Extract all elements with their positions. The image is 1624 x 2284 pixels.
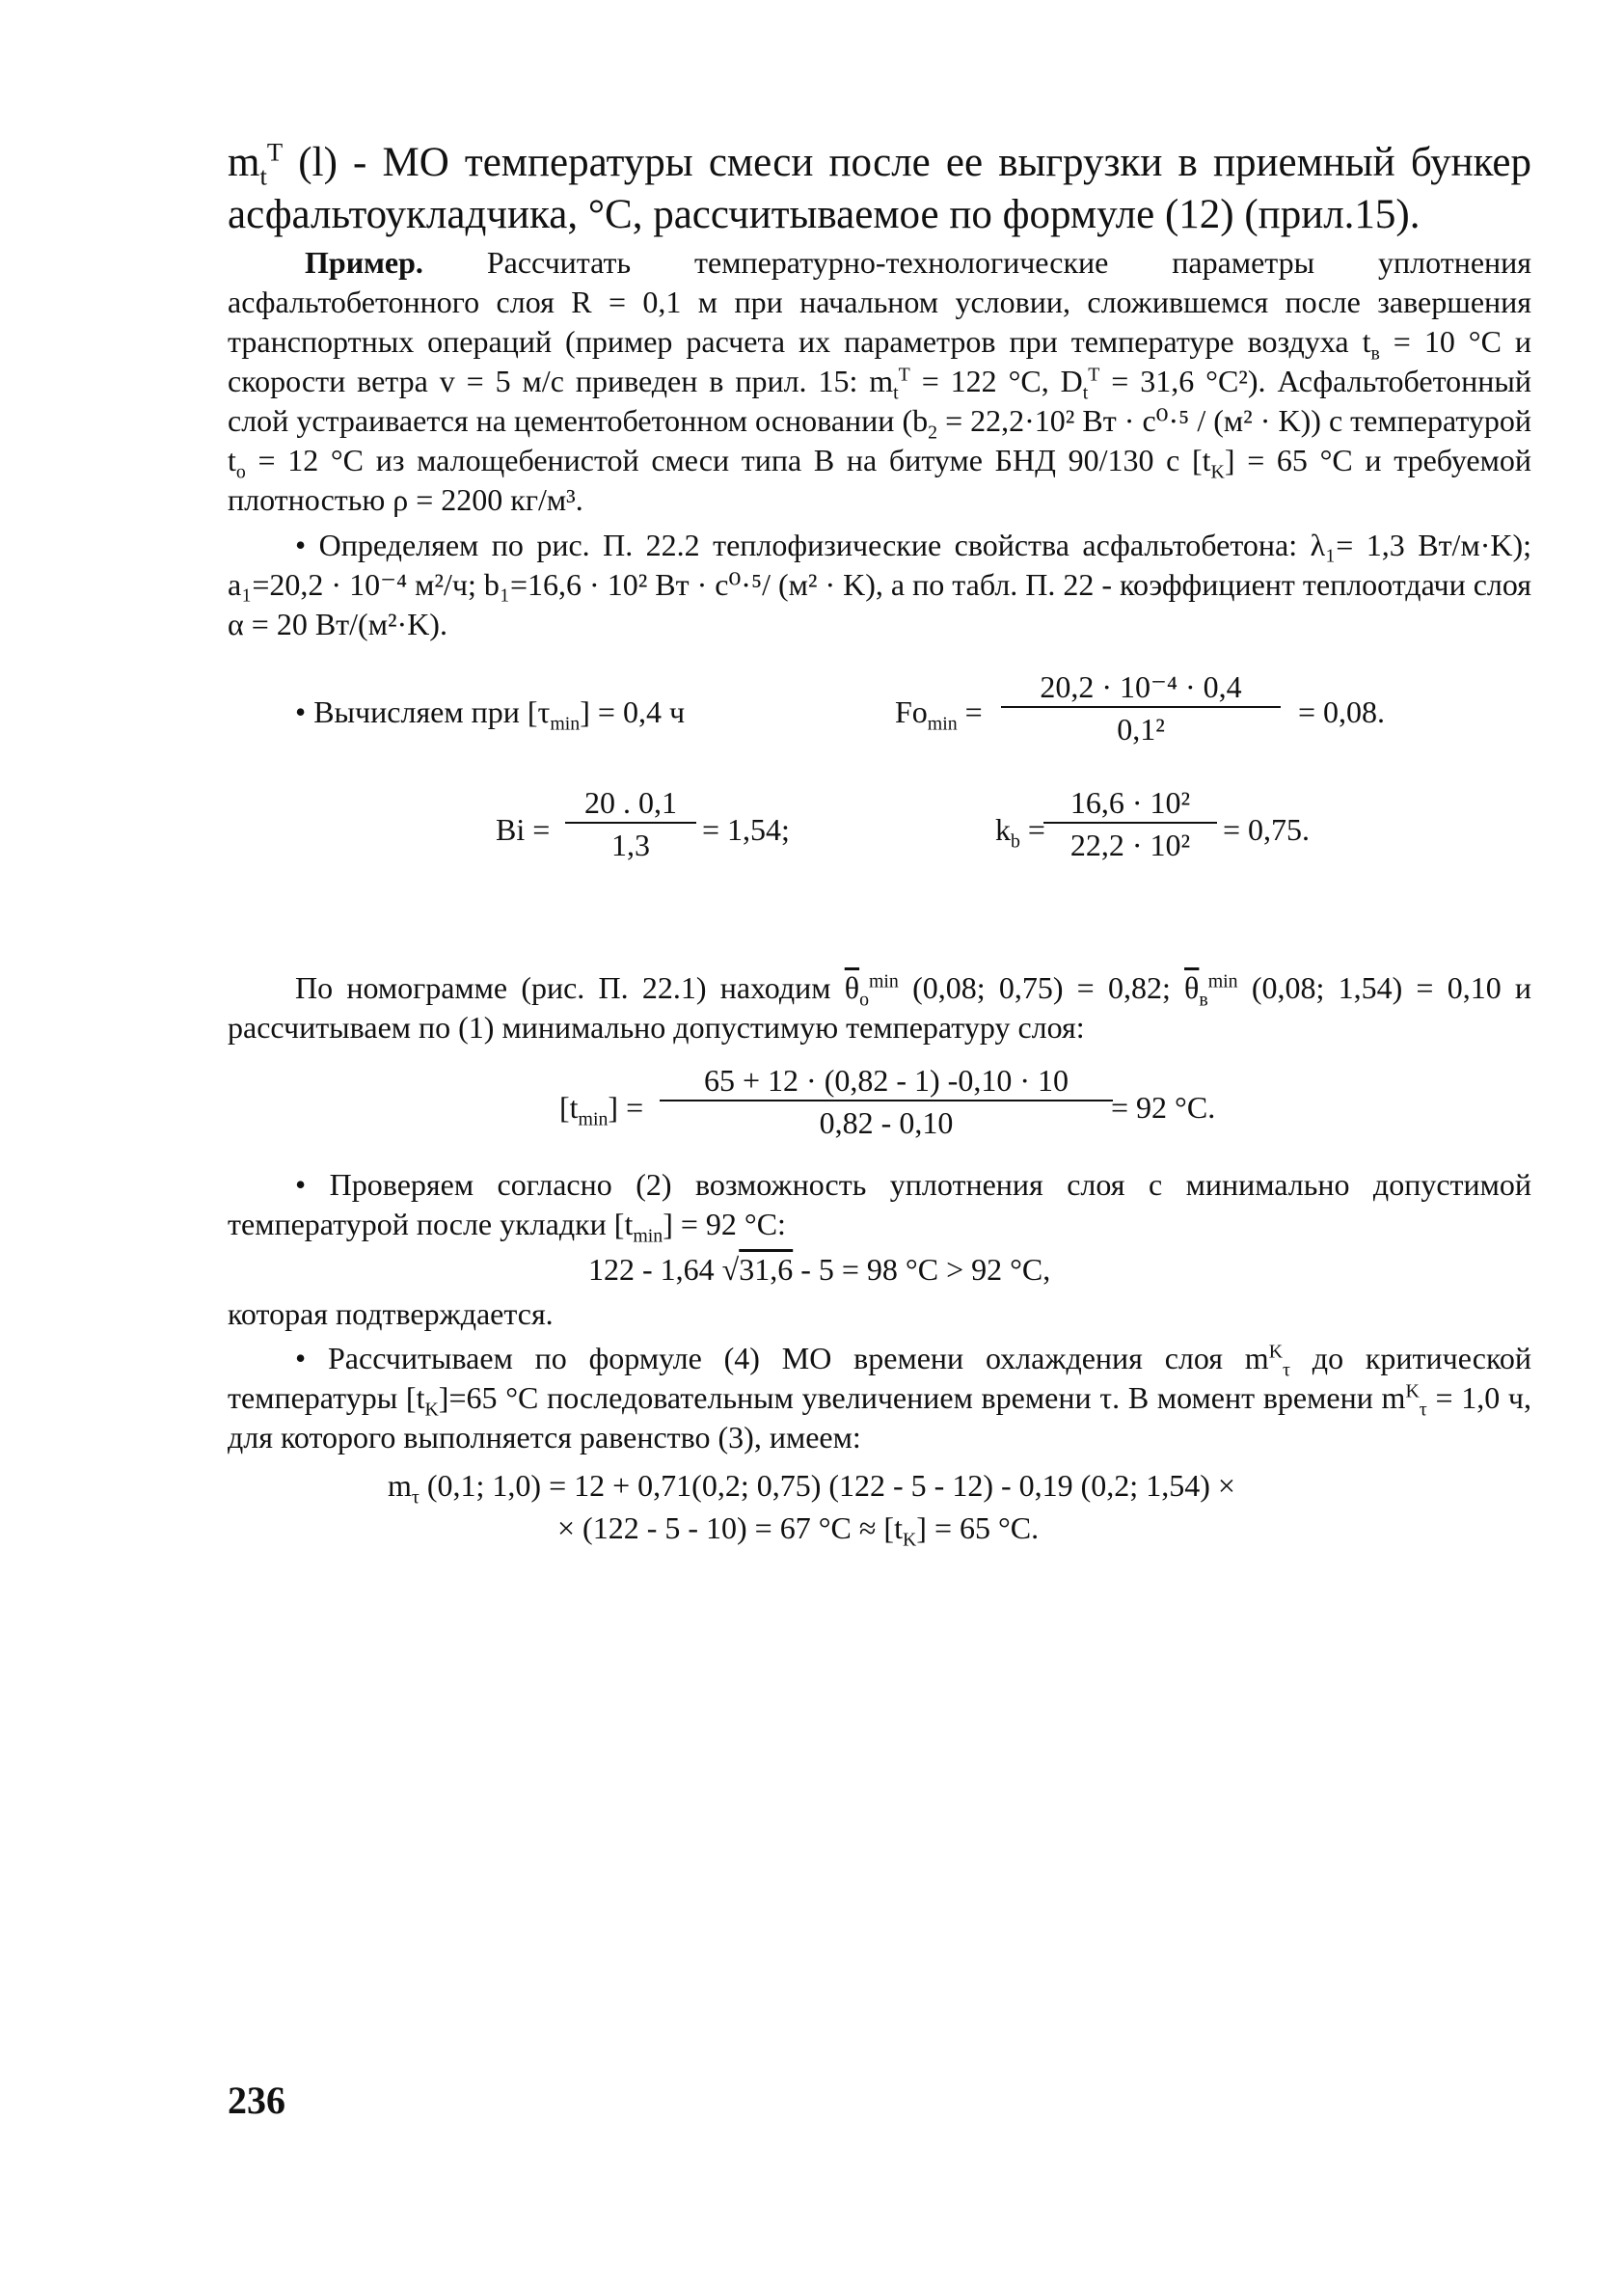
step3-formula: 122 - 1,64 √31,6 - 5 = 98 °С > 92 °С, xyxy=(588,1252,1051,1287)
kb-numerator: 16,6 · 10² xyxy=(1043,785,1217,824)
fo-denominator: 0,1² xyxy=(1117,712,1165,747)
fo-fraction xyxy=(1001,669,1281,747)
step3-confirm: которая подтверждается. xyxy=(228,1296,554,1331)
bi-label: Bi = xyxy=(496,812,551,847)
tmin-fraction xyxy=(660,1063,1113,1140)
tmin-numerator: 65 + 12 · (0,82 - 1) -0,10 · 10 xyxy=(660,1063,1113,1101)
kb-label: $k_b$ = xyxy=(995,812,1045,853)
fo-label: $Fo_{min}$ = xyxy=(895,694,983,735)
bi-result: = 1,54; xyxy=(702,812,790,847)
kb-denominator: 22,2 · 10² xyxy=(1069,828,1191,862)
step4-paragraph: • Рассчитываем по формуле (4) МО времени охлаждения слоя $m^K_\tau$ до критической температуры $[t_K]=65$ °С последовательным увеличением времени τ. В момент времени $m^K_\tau = 1,0$ ч, для которого выполняется равенство (3), имеем: xyxy=(228,1341,1532,1455)
bi-numerator: 20 . 0,1 xyxy=(565,785,696,824)
step1-paragraph: • Определяем по рис. П. 22.2 теплофизические свойства асфальтобетона: λ₁= 1,3 Вт/м·K); a₁=20,2 · 10⁻⁴ м²/ч; b₁=16,6 · 10² Вт · с⁰·⁵/ (м² · K), а по табл. П. 22 - коэффициент теплоотдачи слоя α = 20 Вт/(м²·K). xyxy=(228,528,1531,641)
step4-equation-1: $m_\tau$ (0,1; 1,0) = 12 + 0,71(0,2; 0,75) (122 - 5 - 12) - 0,19 (0,2; 1,54) × xyxy=(388,1468,1235,1509)
sqrt-sign: √ xyxy=(721,1252,740,1287)
header-paragraph: $m_t^T$ (l) - МО температуры смеси после ее выгрузки в приемный бункер асфальтоукладчика, °С, рассчитываемое по формуле (12) (прил.15). xyxy=(228,137,1531,237)
compute-lead: • Вычисляем при $[\tau_{min}] = 0,4$ ч xyxy=(295,694,686,735)
header-symbol: m xyxy=(228,140,260,185)
tmin-label: $[t_{min}]$ = xyxy=(559,1090,644,1130)
page-number: 236 xyxy=(228,2079,285,2122)
kb-fraction xyxy=(1043,785,1217,862)
header-text: (l) - МО температуры смеси после ее выгрузки в приемный бункер асфальтоукладчика, °С, рассчитываемое по формуле (12) (прил.15). xyxy=(228,140,1531,237)
tmin-denominator: 0,82 - 0,10 xyxy=(819,1105,954,1140)
tmin-result: = 92 °С. xyxy=(1111,1090,1216,1125)
example-paragraph: Пример. Рассчитать температурно-технологические параметры уплотнения асфальтобетонного слоя R = 0,1 м при начальном условии, сложившемся после завершения транспортных операций (пример расчета их параметров при температуре воздуха $t_в = 10$ °С и скорости ветра v = 5 м/с приведен в прил. 15: $m_t^T = 122$ °С, $D_t^T = 31,6$ °С²). Асфальтобетонный слой устраивается на цементобетонном основании ($b_2 = 22,2\cdot 10^2$ Вт · с⁰·⁵ / (м² · K)) с температурой $t_о = 12$ °С из малощебенистой смеси типа В на битуме БНД 90/130 с $[t_K] = 65$ °С и требуемой плотностью ρ = 2200 кг/м³. xyxy=(228,245,1532,517)
bi-fraction xyxy=(565,785,696,862)
example-label: Пример. xyxy=(305,245,423,280)
bi-denominator: 1,3 xyxy=(611,828,650,862)
fo-result: = 0,08. xyxy=(1298,694,1386,729)
fo-numerator: 20,2 · 10⁻⁴ · 0,4 xyxy=(1001,669,1281,708)
kb-result: = 0,75. xyxy=(1223,812,1311,847)
step4-equation-2: × (122 - 5 - 10) = 67 $^\circ С \approx [t_K] = 65$ °С. xyxy=(557,1510,1040,1551)
nomogram-paragraph: По номограмме (рис. П. 22.1) находим $\overline{\theta}_о^{min}$ (0,08; 0,75) = 0,82; $\overline{\theta}_в^{min}$ (0,08; 1,54) = 0,10 и рассчитываем по (1) минимально допустимую температуру слоя: xyxy=(228,970,1532,1045)
step3-paragraph: • Проверяем согласно (2) возможность уплотнения слоя с минимально допустимой температурой после укладки $[t_{min}] = 92$ °С: xyxy=(228,1167,1531,1247)
